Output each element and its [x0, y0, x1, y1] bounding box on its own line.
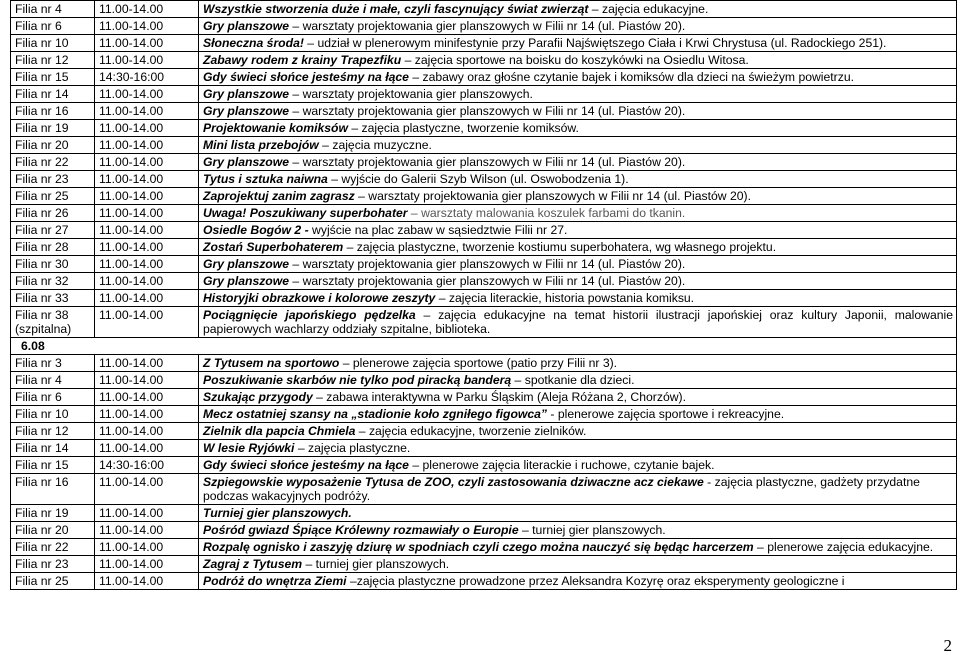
- event-cell: [199, 222, 957, 239]
- branch-cell: Filia nr 25: [11, 573, 95, 590]
- event-cell: [199, 440, 957, 457]
- time-cell: 11.00-14.00: [95, 171, 199, 188]
- event-title: Zostań Superbohaterem: [203, 240, 344, 254]
- event-title: Tytus i sztuka naiwna: [203, 172, 328, 186]
- event-title: Projektowanie komiksów: [203, 121, 348, 135]
- time-cell: 11.00-14.00: [95, 137, 199, 154]
- time-cell: 11.00-14.00: [95, 1, 199, 18]
- table-row: [11, 273, 957, 290]
- event-title: Mini lista przebojów: [203, 138, 319, 152]
- event-title: Gry planszowe: [203, 155, 290, 169]
- time-cell: 11.00-14.00: [95, 52, 199, 69]
- time-cell: 11.00-14.00: [95, 256, 199, 273]
- table-row: [11, 556, 957, 573]
- date-label: 6.08: [11, 338, 957, 355]
- branch-cell: Filia nr 23: [11, 171, 95, 188]
- time-cell: 11.00-14.00: [95, 273, 199, 290]
- time-cell: 11.00-14.00: [95, 355, 199, 372]
- event-description: –zajęcia plastyczne prowadzone przez Aleksandra Kozyrę oraz eksperymenty geologiczne i: [346, 574, 845, 588]
- event-description: – zajęcia edukacyjne na temat historii ilustracji japońskiej oraz kultury Japonii, malowanie papierowych wachlarzy oddziały szpitalne, biblioteka.: [203, 308, 953, 336]
- event-description: – spotkanie dla dzieci.: [511, 373, 635, 387]
- event-cell: [199, 372, 957, 389]
- event-cell: [199, 154, 957, 171]
- table-row: [11, 69, 957, 86]
- branch-cell: Filia nr 27: [11, 222, 95, 239]
- time-cell: 11.00-14.00: [95, 307, 199, 338]
- event-description: – zajęcia edukacyjne, tworzenie zielników.: [355, 424, 587, 438]
- time-cell: 11.00-14.00: [95, 35, 199, 52]
- table-row: [11, 372, 957, 389]
- event-cell: [199, 103, 957, 120]
- event-cell: [199, 69, 957, 86]
- branch-cell: Filia nr 20: [11, 137, 95, 154]
- time-cell: 11.00-14.00: [95, 389, 199, 406]
- event-description: – warsztaty projektowania gier planszowych w Filii nr 14 (ul. Piastów 20).: [354, 189, 751, 203]
- table-row: [11, 256, 957, 273]
- event-description: – zajęcia plastyczne.: [294, 441, 411, 455]
- event-title: Gry planszowe: [203, 257, 290, 271]
- event-cell: [199, 539, 957, 556]
- time-cell: 11.00-14.00: [95, 222, 199, 239]
- event-description: – zabawy oraz głośne czytanie bajek i komiksów dla dzieci na świeżym powietrzu.: [408, 70, 854, 84]
- branch-cell: Filia nr 12: [11, 423, 95, 440]
- event-title: Osiedle Bogów 2 -: [203, 223, 309, 237]
- time-cell: 11.00-14.00: [95, 372, 199, 389]
- event-cell: [199, 205, 957, 222]
- branch-cell: Filia nr 14: [11, 86, 95, 103]
- schedule-table: [10, 0, 957, 590]
- event-description: – warsztaty projektowania gier planszowych w Filii nr 14 (ul. Piastów 20).: [289, 274, 686, 288]
- event-title: Gry planszowe: [203, 104, 290, 118]
- event-title: Zabawy rodem z krainy Trapezfiku: [203, 53, 402, 67]
- time-cell: 11.00-14.00: [95, 474, 199, 505]
- branch-cell: Filia nr 14: [11, 440, 95, 457]
- event-cell: [199, 423, 957, 440]
- table-row: [11, 137, 957, 154]
- branch-cell: Filia nr 28: [11, 239, 95, 256]
- event-cell: [199, 188, 957, 205]
- time-cell: 14:30-16:00: [95, 69, 199, 86]
- branch-cell: Filia nr 20: [11, 522, 95, 539]
- time-cell: 11.00-14.00: [95, 539, 199, 556]
- time-cell: 11.00-14.00: [95, 423, 199, 440]
- event-description: – zajęcia plastyczne, tworzenie kostiumu superbohatera, wg własnego projektu.: [343, 240, 777, 254]
- event-title: Pociągnięcie japońskiego pędzelka: [203, 308, 416, 322]
- event-description: – plenerowe zajęcia sportowe (patio przy Filii nr 3).: [339, 356, 618, 370]
- event-cell: [199, 556, 957, 573]
- table-row: [11, 573, 957, 590]
- event-cell: [199, 256, 957, 273]
- event-cell: [199, 171, 957, 188]
- time-cell: 11.00-14.00: [95, 290, 199, 307]
- branch-cell: Filia nr 6: [11, 18, 95, 35]
- table-row: [11, 103, 957, 120]
- branch-cell: Filia nr 25: [11, 188, 95, 205]
- branch-cell: Filia nr 6: [11, 389, 95, 406]
- event-cell: [199, 86, 957, 103]
- event-description: – turniej gier planszowych.: [518, 523, 666, 537]
- event-description: - zajęcia plastyczne, gadżety przydatne podczas wakacyjnych podróży.: [203, 475, 920, 503]
- branch-cell: Filia nr 32: [11, 273, 95, 290]
- event-title: Mecz ostatniej szansy na „stadionie koło zgniłego figowca”: [203, 407, 548, 421]
- event-title: Gdy świeci słońce jesteśmy na łące: [203, 70, 409, 84]
- time-cell: 11.00-14.00: [95, 188, 199, 205]
- table-row: [11, 18, 957, 35]
- event-description: – wyjście do Galerii Szyb Wilson (ul. Oswobodzenia 1).: [327, 172, 629, 186]
- event-title: Szpiegowskie wyposażenie Tytusa de ZOO, czyli zastosowania dziwaczne acz ciekawe: [203, 475, 704, 489]
- event-cell: [199, 18, 957, 35]
- page-number: 2: [943, 636, 952, 655]
- event-cell: [199, 573, 957, 590]
- event-description: – zajęcia edukacyjne.: [588, 2, 709, 16]
- event-description: – warsztaty projektowania gier planszowych.: [289, 87, 533, 101]
- event-cell: [199, 273, 957, 290]
- time-cell: 11.00-14.00: [95, 522, 199, 539]
- table-row: [11, 423, 957, 440]
- table-row: [11, 154, 957, 171]
- table-row: [11, 440, 957, 457]
- event-cell: [199, 120, 957, 137]
- event-cell: [199, 239, 957, 256]
- event-cell: [199, 474, 957, 505]
- branch-cell: Filia nr 19: [11, 120, 95, 137]
- branch-cell: Filia nr 15: [11, 457, 95, 474]
- table-row: [11, 389, 957, 406]
- branch-cell: Filia nr 10: [11, 35, 95, 52]
- table-row: [11, 188, 957, 205]
- event-description: – warsztaty malowania koszulek farbami do tkanin.: [407, 206, 686, 220]
- event-description: – warsztaty projektowania gier planszowych w Filii nr 14 (ul. Piastów 20).: [289, 19, 686, 33]
- event-description: – zajęcia sportowe na boisku do koszykówki na Osiedlu Witosa.: [401, 53, 749, 67]
- time-cell: 11.00-14.00: [95, 556, 199, 573]
- event-title: Rozpalę ognisko i zaszyję dziurę w spodniach czyli czego można nauczyć się będąc harcerzem: [203, 540, 754, 554]
- event-title: Gry planszowe: [203, 19, 290, 33]
- branch-cell: Filia nr 10: [11, 406, 95, 423]
- time-cell: 11.00-14.00: [95, 440, 199, 457]
- event-description: wyjście na plac zabaw w sąsiedztwie Filii nr 27.: [308, 223, 568, 237]
- event-title: Z Tytusem na sportowo: [203, 356, 340, 370]
- event-description: – zajęcia plastyczne, tworzenie komiksów.: [347, 121, 579, 135]
- date-row: [11, 338, 957, 355]
- event-title: Pośród gwiazd Śpiące Królewny rozmawiały o Europie: [203, 523, 519, 537]
- branch-cell: Filia nr 15: [11, 69, 95, 86]
- event-title: Turniej gier planszowych.: [203, 506, 352, 520]
- branch-cell: Filia nr 22: [11, 154, 95, 171]
- event-description: – udział w plenerowym minifestynie przy Parafii Najświętszego Ciała i Krwi Chrystusa (ul. Radockiego 251).: [303, 36, 887, 50]
- event-description: - plenerowe zajęcia sportowe i rekreacyjne.: [547, 407, 785, 421]
- time-cell: 14:30-16:00: [95, 457, 199, 474]
- event-cell: [199, 505, 957, 522]
- event-description: – plenerowe zajęcia literackie i ruchowe, czytanie bajek.: [408, 458, 715, 472]
- schedule-body-day2: [11, 355, 957, 590]
- event-cell: [199, 355, 957, 372]
- date-separator: [11, 338, 957, 355]
- event-title: Gdy świeci słońce jesteśmy na łące: [203, 458, 409, 472]
- table-row: [11, 86, 957, 103]
- branch-cell: Filia nr 22: [11, 539, 95, 556]
- table-row: [11, 35, 957, 52]
- event-description: – warsztaty projektowania gier planszowych w Filii nr 14 (ul. Piastów 20).: [289, 104, 686, 118]
- event-cell: [199, 52, 957, 69]
- event-cell: [199, 290, 957, 307]
- branch-cell: Filia nr 16: [11, 103, 95, 120]
- branch-cell: Filia nr 23: [11, 556, 95, 573]
- table-row: [11, 52, 957, 69]
- table-row: [11, 290, 957, 307]
- branch-cell: Filia nr 30: [11, 256, 95, 273]
- table-row: [11, 1, 957, 18]
- branch-cell: Filia nr 33: [11, 290, 95, 307]
- event-title: Podróż do wnętrza Ziemi: [203, 574, 347, 588]
- table-row: [11, 522, 957, 539]
- table-row: [11, 120, 957, 137]
- event-cell: [199, 457, 957, 474]
- time-cell: 11.00-14.00: [95, 103, 199, 120]
- event-cell: [199, 137, 957, 154]
- event-cell: [199, 389, 957, 406]
- table-row: [11, 505, 957, 522]
- event-cell: [199, 307, 957, 338]
- table-row: [11, 406, 957, 423]
- event-cell: [199, 522, 957, 539]
- time-cell: 11.00-14.00: [95, 154, 199, 171]
- event-title: Wszystkie stworzenia duże i małe, czyli fascynujący świat zwierząt: [203, 2, 589, 16]
- event-description: – zajęcia literackie, historia powstania komiksu.: [435, 291, 695, 305]
- time-cell: 11.00-14.00: [95, 239, 199, 256]
- table-row: [11, 205, 957, 222]
- event-description: – zabawa interaktywna w Parku Śląskim (Aleja Różana 2, Chorzów).: [312, 390, 686, 404]
- event-description: – turniej gier planszowych.: [302, 557, 450, 571]
- branch-cell: Filia nr 4: [11, 1, 95, 18]
- event-title: Słoneczna środa!: [203, 36, 304, 50]
- table-row: [11, 474, 957, 505]
- time-cell: 11.00-14.00: [95, 18, 199, 35]
- branch-cell: Filia nr 16: [11, 474, 95, 505]
- branch-cell: Filia nr 38 (szpitalna): [11, 307, 95, 338]
- event-title: Gry planszowe: [203, 87, 290, 101]
- branch-cell: Filia nr 3: [11, 355, 95, 372]
- event-description: – warsztaty projektowania gier planszowych w Filii nr 14 (ul. Piastów 20).: [289, 155, 686, 169]
- time-cell: 11.00-14.00: [95, 505, 199, 522]
- event-description: – zajęcia muzyczne.: [318, 138, 432, 152]
- schedule-page: [10, 0, 956, 590]
- time-cell: 11.00-14.00: [95, 573, 199, 590]
- schedule-body-day1: [11, 1, 957, 338]
- table-row: [11, 222, 957, 239]
- event-cell: [199, 1, 957, 18]
- time-cell: 11.00-14.00: [95, 406, 199, 423]
- table-row: [11, 457, 957, 474]
- table-row: [11, 239, 957, 256]
- time-cell: 11.00-14.00: [95, 120, 199, 137]
- event-title: Historyjki obrazkowe i kolorowe zeszyty: [203, 291, 436, 305]
- event-cell: [199, 406, 957, 423]
- event-title: Uwaga! Poszukiwany superbohater: [203, 206, 408, 220]
- event-cell: [199, 35, 957, 52]
- event-title: W lesie Ryjówki: [203, 441, 295, 455]
- event-title: Gry planszowe: [203, 274, 290, 288]
- event-title: Zielnik dla papcia Chmiela: [203, 424, 356, 438]
- table-row: [11, 539, 957, 556]
- branch-cell: Filia nr 19: [11, 505, 95, 522]
- event-description: – plenerowe zajęcia edukacyjne.: [753, 540, 934, 554]
- time-cell: 11.00-14.00: [95, 86, 199, 103]
- table-row: [11, 355, 957, 372]
- time-cell: 11.00-14.00: [95, 205, 199, 222]
- branch-cell: Filia nr 12: [11, 52, 95, 69]
- branch-cell: Filia nr 4: [11, 372, 95, 389]
- event-title: Szukając przygody: [203, 390, 313, 404]
- event-title: Zaprojektuj zanim zagrasz: [203, 189, 355, 203]
- event-description: – warsztaty projektowania gier planszowych w Filii nr 14 (ul. Piastów 20).: [289, 257, 686, 271]
- table-row: [11, 171, 957, 188]
- branch-cell: Filia nr 26: [11, 205, 95, 222]
- event-title: Poszukiwanie skarbów nie tylko pod piracką banderą: [203, 373, 512, 387]
- table-row: [11, 307, 957, 338]
- event-title: Zagraj z Tytusem: [203, 557, 303, 571]
